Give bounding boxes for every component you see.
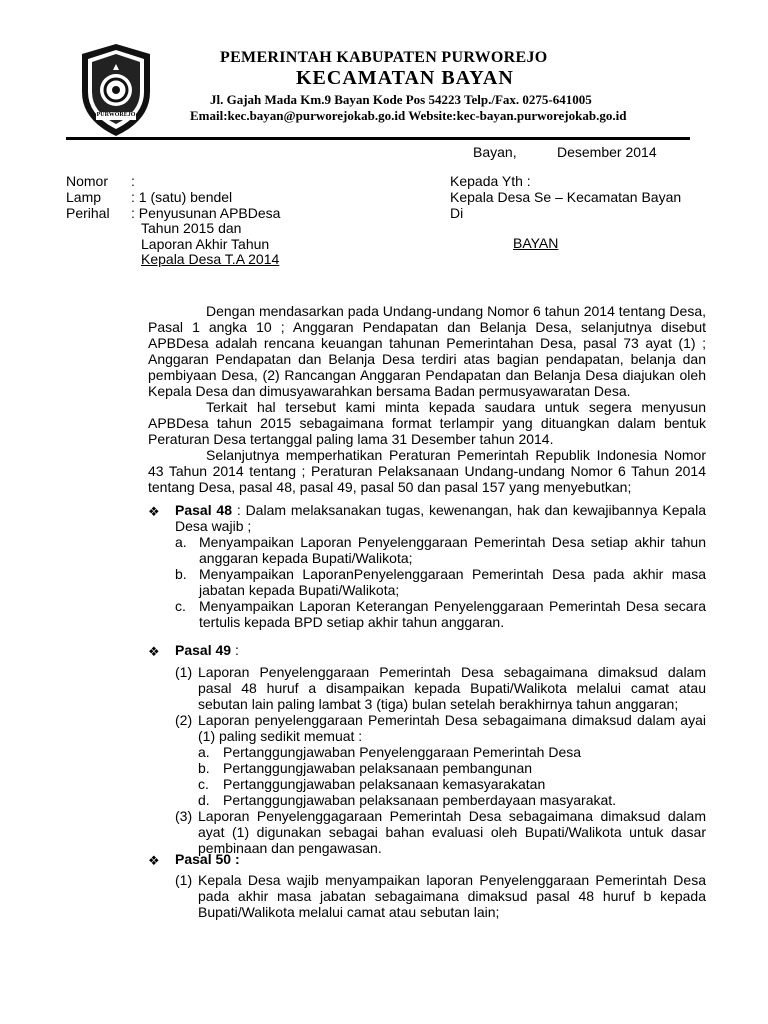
- lamp-label: Lamp: [66, 189, 102, 205]
- pasal-50-bullet-icon: ❖: [148, 853, 160, 868]
- letterhead-divider: [66, 137, 690, 140]
- item-label: a.: [175, 534, 187, 550]
- sub-list-item: [198, 776, 706, 792]
- nomor-label: Nomor: [66, 173, 109, 189]
- item-text: Laporan Penyelenggaraan Pemerintah Desa sebagaimana dimaksud dalam pasal 48 huruf a disampaikan kepada Bupati/Walikota melalui camat atau sebutan lain paling lambat 3 (tiga) bulan setelah berakhirnya tahun anggaran;: [198, 664, 706, 712]
- item-label: c.: [175, 598, 186, 614]
- lamp-value: : 1 (satu) bendel: [131, 189, 233, 205]
- item-text: Pertanggungjawaban pelaksanaan pembangunan: [223, 760, 533, 776]
- nomor-value: :: [131, 173, 135, 189]
- pasal-48-title: Pasal 48: [175, 502, 232, 518]
- logo-text: PURWOREJO: [96, 112, 136, 118]
- body-paragraph-3: Selanjutnya memperhatikan Peraturan Pemerintah Republik Indonesia Nomor 43 Tahun 2014 tentang ; Peraturan Pelaksanaan Undang-undang Nomor 6 Tahun 2014 tentang Desa, pasal 48, pasal 49, pasal 50 dan pasal 157 yang menyebutkan;: [148, 447, 706, 495]
- item-label: (1): [175, 664, 193, 680]
- item-text: Menyampaikan Laporan Keterangan Penyelenggaraan Pemerintah Desa secara tertulis kepada BPD setiap akhir tahun anggaran.: [199, 598, 706, 630]
- pasal-49-bullet-icon: ❖: [148, 644, 160, 659]
- perihal-value-1: : Penyusunan APBDesa: [131, 205, 281, 221]
- sub-list-item: [198, 744, 706, 760]
- recipient-city: BAYAN: [513, 235, 559, 251]
- perihal-value-2: Tahun 2015 dan: [141, 220, 242, 236]
- letter-body: [148, 303, 706, 495]
- date-place: Bayan,: [473, 144, 517, 160]
- pasal-50-section: [175, 872, 706, 920]
- list-item: [175, 712, 706, 744]
- item-text: Pertanggungjawaban Penyelenggaraan Pemerintah Desa: [223, 744, 582, 760]
- item-label: b.: [198, 760, 210, 776]
- recipient-salutation: Kepada Yth :: [450, 173, 531, 189]
- perihal-value-3: Laporan Akhir Tahun: [141, 236, 270, 252]
- body-paragraph-2: Terkait hal tersebut kami minta kepada saudara untuk segera menyusun APBDesa tahun 2015 sebagaimana format terlampir yang dituangkan dalam bentuk Peraturan Desa tertanggal paling lama 31 Desember tahun 2014.: [148, 399, 706, 447]
- item-label: (2): [175, 712, 193, 728]
- office-contact: Email:kec.bayan@purworejokab.go.id Website:kec-bayan.purworejokab.go.id: [190, 108, 627, 123]
- list-item: [175, 872, 706, 920]
- item-text: Laporan penyelenggaraan Pemerintah Desa sebagaimana dimaksud dalam ayai (1) paling sedikit memuat :: [198, 712, 706, 744]
- government-name: PEMERINTAH KABUPATEN PURWOREJO: [220, 49, 548, 66]
- list-item: [175, 534, 706, 566]
- pasal-49-suffix: :: [231, 642, 239, 658]
- item-text: Menyampaikan Laporan Penyelenggaraan Pemerintah Desa setiap akhir tahun anggaran kepada Bupati/Walikota;: [199, 534, 706, 566]
- item-text: Kepala Desa wajib menyampaikan laporan Penyelenggaraan Pemerintah Desa pada akhir masa jabatan sebagaimana dimaksud pasal 48 huruf b kepada Bupati/Walikota melalui camat atau sebutan lain;: [198, 872, 706, 920]
- item-label: d.: [198, 792, 210, 808]
- pasal-49-title: Pasal 49: [175, 642, 232, 658]
- pasal-50-title: Pasal 50 :: [175, 851, 240, 867]
- item-text: Pertanggungjawaban pelaksanaan pemberdayaan masyarakat.: [223, 792, 617, 808]
- regency-logo: [76, 40, 156, 140]
- pasal-49-section: [175, 664, 706, 856]
- recipient-di: Di: [450, 205, 464, 221]
- pasal-48-bullet-icon: ❖: [148, 504, 160, 519]
- date-month-year: Desember 2014: [557, 144, 657, 160]
- pasal-48-intro: : Dalam melaksanakan tugas, kewenangan, hak dan kewajibannya Kepala Desa wajib ;: [175, 502, 706, 534]
- perihal-label: Perihal: [66, 205, 110, 221]
- list-item: [175, 664, 706, 712]
- item-label: a.: [198, 744, 210, 760]
- list-item: [175, 808, 706, 856]
- sub-list-item: [198, 760, 706, 776]
- district-name: KECAMATAN BAYAN: [296, 67, 514, 89]
- perihal-value-4: Kepala Desa T.A 2014: [141, 251, 280, 267]
- item-label: c.: [198, 776, 209, 792]
- item-label: (3): [175, 808, 193, 824]
- list-item: [175, 598, 706, 630]
- item-text: Menyampaikan LaporanPenyelenggaraan Pemerintah Desa pada akhir masa jabatan kepada Bupati/Walikota;: [199, 566, 706, 598]
- item-text: Laporan Penyelenggagaraan Pemerintah Desa sebagaimana dimaksud dalam ayat (1) digunakan sebagai bahan evaluasi oleh Bupati/Walikota untuk dasar pembinaan dan pengawasan.: [198, 808, 706, 856]
- pasal-49-heading: [175, 642, 239, 658]
- office-address: Jl. Gajah Mada Km.9 Bayan Kode Pos 54223 Telp./Fax. 0275-641005: [210, 92, 592, 107]
- pasal-48-section: [175, 502, 706, 630]
- list-item: [175, 566, 706, 598]
- item-text: Pertanggungjawaban pelaksanaan kemasyarakatan: [223, 776, 546, 792]
- recipient-name: Kepala Desa Se – Kecamatan Bayan: [450, 189, 682, 205]
- sub-list-item: [198, 792, 706, 808]
- item-label: (1): [175, 872, 193, 888]
- body-paragraph-1: Dengan mendasarkan pada Undang-undang Nomor 6 tahun 2014 tentang Desa, Pasal 1 angka 10 ; Anggaran Pendapatan dan Belanja Desa, selanjutnya disebut APBDesa adalah rencana keuangan tahunan Pemerintahan Desa, pasal 73 ayat (1) ; Anggaran Pendapatan dan Belanja Desa terdiri atas bagian pendapatan, belanja dan pembiyaan Desa, (2) Rancangan Anggaran Pendapatan dan Belanja Desa diajukan oleh Kepala Desa dan dimusyawarahkan bersama Badan permusyawaratan Desa.: [148, 303, 706, 399]
- item-label: b.: [175, 566, 187, 582]
